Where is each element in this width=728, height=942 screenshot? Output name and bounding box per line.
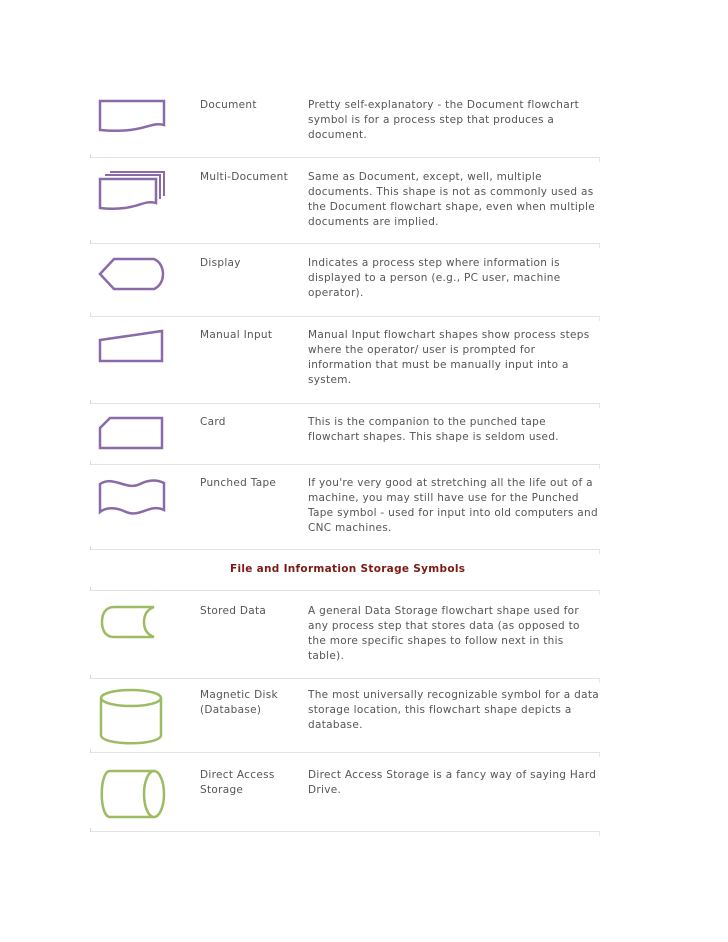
section-heading: File and Information Storage Symbols xyxy=(230,563,466,575)
row-divider xyxy=(90,590,600,591)
row-divider xyxy=(90,403,600,404)
row-divider xyxy=(90,549,600,550)
punched-tape-icon xyxy=(96,476,166,518)
symbol-description: The most universally recognizable symbol for a data storage location, this flowchart shape depicts a database. xyxy=(308,689,600,731)
symbol-name: Multi-Document xyxy=(200,171,289,183)
symbol-name: Stored Data xyxy=(200,605,267,617)
symbol-name: Manual Input xyxy=(200,329,273,341)
symbol-name: Punched Tape xyxy=(200,477,277,489)
row-divider xyxy=(90,831,600,832)
direct-access-storage-icon xyxy=(96,768,170,820)
symbol-description: Indicates a process step where information is displayed to a person (e.g., PC user, machine operator). xyxy=(308,257,561,299)
symbol-name: Magnetic Disk (Database) xyxy=(200,689,278,716)
symbol-name: Direct Access Storage xyxy=(200,769,275,796)
symbol-description: This is the companion to the punched tape flowchart shapes. This shape is seldom used. xyxy=(308,416,559,443)
multi-document-icon xyxy=(96,170,166,212)
document-icon xyxy=(96,98,166,134)
row-divider xyxy=(90,243,600,244)
symbol-description: Same as Document, except, well, multiple documents. This shape is not as commonly used as the Document flowchart shape, even when multiple documents are implied. xyxy=(308,171,596,228)
symbol-name: Display xyxy=(200,257,241,269)
row-divider xyxy=(90,157,600,158)
manual-input-icon xyxy=(96,328,166,364)
row-divider xyxy=(90,752,600,753)
symbol-description: A general Data Storage flowchart shape used for any process step that stores data (as opposed to the more specific shapes to follow next in this table). xyxy=(308,605,580,662)
row-divider xyxy=(90,678,600,679)
symbol-name: Card xyxy=(200,416,226,428)
symbol-description: Manual Input flowchart shapes show process steps where the operator/ user is prompted for information that must be manually input into a system. xyxy=(308,329,590,386)
symbol-name: Document xyxy=(200,99,257,111)
symbol-description: Pretty self-explanatory - the Document flowchart symbol is for a process step that produces a document. xyxy=(308,99,579,141)
row-divider xyxy=(90,464,600,465)
symbol-description: If you're very good at stretching all the life out of a machine, you may still have use for the Punched Tape symbol - used for input into old computers and CNC machines. xyxy=(308,477,598,534)
magnetic-disk-icon xyxy=(96,688,166,746)
row-divider xyxy=(90,316,600,317)
stored-data-icon xyxy=(96,604,166,640)
display-icon xyxy=(96,256,166,292)
symbol-description: Direct Access Storage is a fancy way of saying Hard Drive. xyxy=(308,769,597,796)
card-icon xyxy=(96,415,166,451)
